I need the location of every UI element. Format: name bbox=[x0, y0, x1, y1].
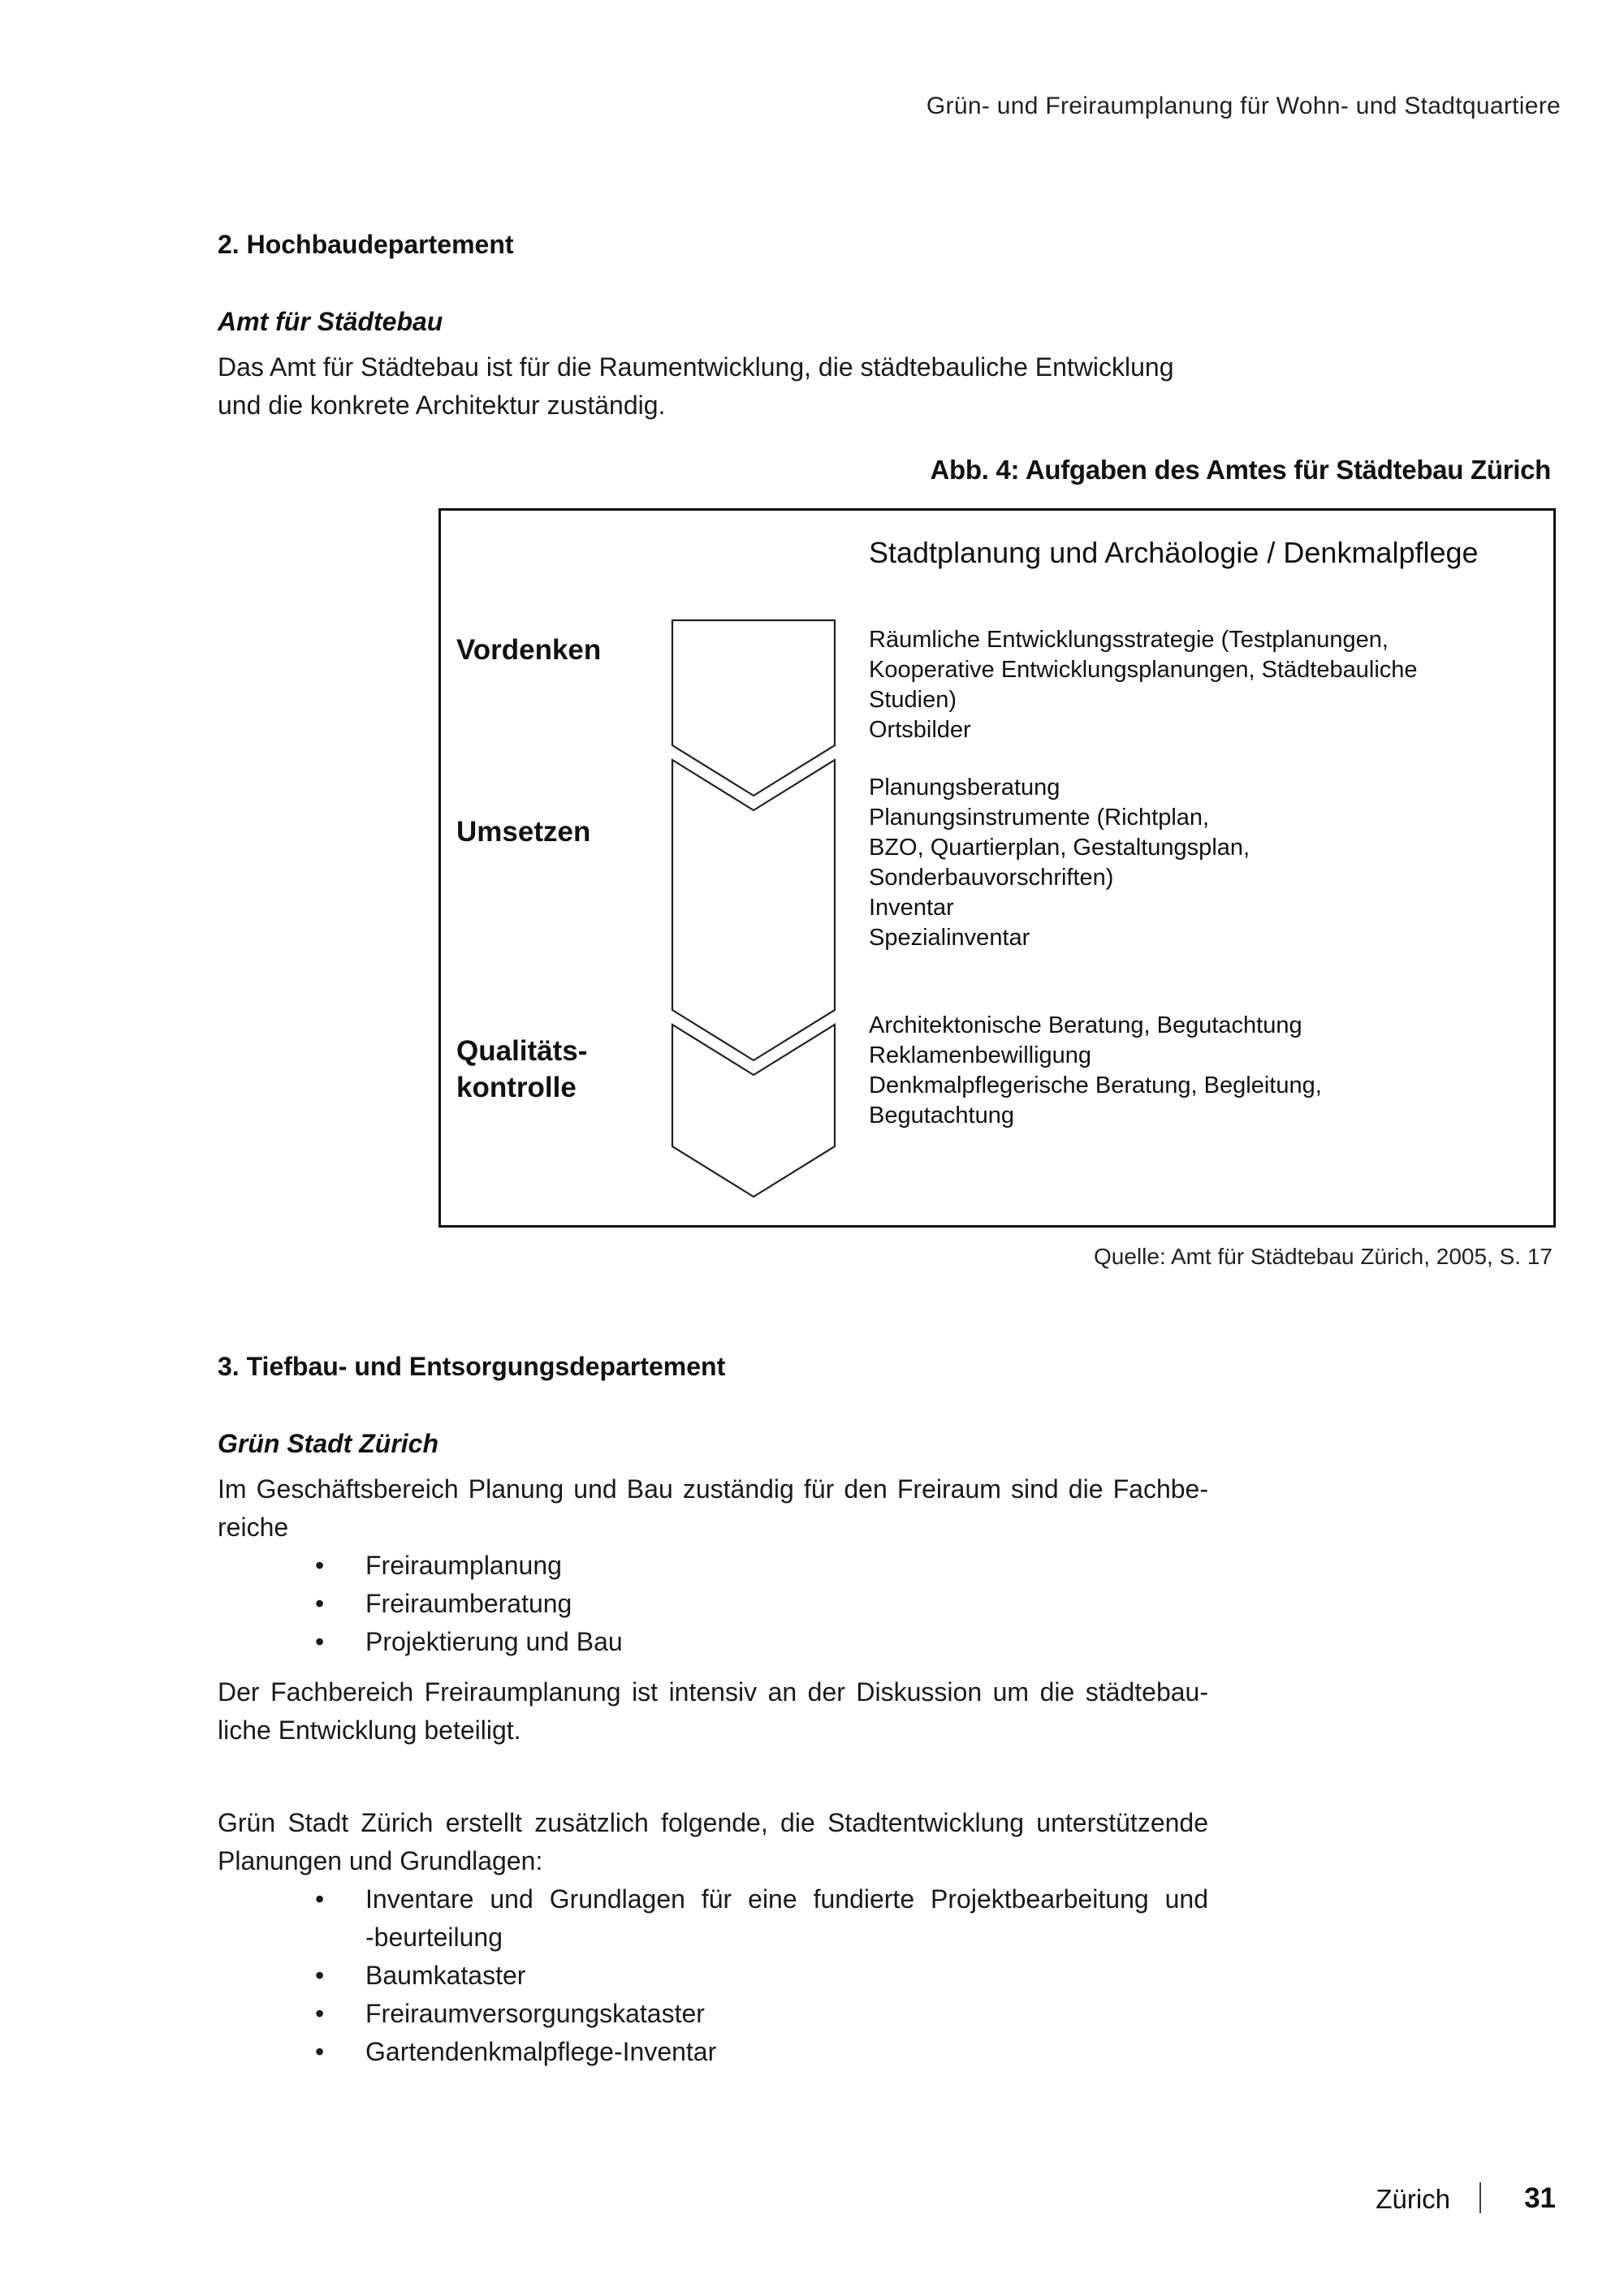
running-header: Grün- und Freiraumplanung für Wohn- und Stadtquartiere bbox=[926, 93, 1561, 119]
figure-heading: Stadtplanung und Archäologie / Denkmalpflege bbox=[869, 536, 1479, 569]
paragraph-line: und die konkrete Architektur zuständig. bbox=[218, 391, 666, 420]
paragraph-line: Grün Stadt Zürich erstellt zusätzlich folgende, die Stadtentwicklung unterstützende bbox=[218, 1808, 1208, 1837]
paragraph-freiraumplanung bbox=[218, 1673, 1208, 1750]
paragraph-line: Der Fachbereich Freiraumplanung ist intensiv an der Diskussion um die städtebau- bbox=[218, 1677, 1208, 1707]
footer-city: Zürich bbox=[1376, 2184, 1450, 2214]
stage-label-vordenken bbox=[456, 632, 601, 668]
paragraph-planungen-grundlagen bbox=[218, 1804, 1208, 1880]
list-item-line: • Inventare und Grundlagen für eine fundierte Projektbearbeitung und bbox=[365, 1884, 1208, 1914]
stage-item: Räumliche Entwicklungsstrategie (Testplanungen, bbox=[869, 627, 1389, 653]
stage-item: BZO, Quartierplan, Gestaltungsplan, bbox=[869, 835, 1250, 861]
stage-item: Spezialinventar bbox=[869, 925, 1030, 951]
stage-label-qualitaetskontrolle bbox=[456, 1033, 587, 1106]
paragraph-amt-staedtebau bbox=[218, 348, 1208, 425]
stage-items-umsetzen bbox=[869, 773, 1250, 953]
paragraph-fachbereiche bbox=[218, 1470, 1208, 1547]
paragraph-line: Planungen und Grundlagen: bbox=[218, 1846, 543, 1875]
list-item: • Freiraumberatung bbox=[315, 1585, 1208, 1623]
list-item: • Freiraumversorgungskataster bbox=[315, 1995, 1208, 2033]
section-heading-tiefbau: 3. Tiefbau- und Entsorgungsdepartement bbox=[218, 1352, 726, 1381]
stage-item: Inventar bbox=[869, 895, 954, 921]
list-item bbox=[315, 1880, 1208, 1957]
stage-items-vordenken bbox=[869, 625, 1418, 745]
arrow-vordenken bbox=[672, 620, 835, 796]
figure-caption: Abb. 4: Aufgaben des Amtes für Städtebau Zürich bbox=[930, 455, 1551, 485]
stage-item: Architektonische Beratung, Begutachtung bbox=[869, 1012, 1302, 1038]
list-item: • Gartendenkmalpflege-Inventar bbox=[315, 2033, 1208, 2071]
subheading-amt-fuer-staedtebau: Amt für Städtebau bbox=[218, 307, 443, 336]
stage-item: Planungsberatung bbox=[869, 775, 1060, 801]
stage-items-qualitaetskontrolle bbox=[869, 1011, 1322, 1131]
stage-item: Ortsbilder bbox=[869, 717, 971, 743]
paragraph-line: reiche bbox=[218, 1513, 289, 1542]
list-item: • Freiraumplanung bbox=[315, 1547, 1208, 1585]
stage-label-umsetzen bbox=[456, 814, 590, 850]
arrow-umsetzen bbox=[672, 760, 835, 1060]
process-arrows-diagram bbox=[666, 615, 861, 1200]
paragraph-line: Im Geschäftsbereich Planung und Bau zuständig für den Freiraum sind die Fachbe- bbox=[218, 1474, 1208, 1504]
paragraph-line: Das Amt für Städtebau ist für die Raumentwicklung, die städtebauliche Entwicklung bbox=[218, 352, 1174, 382]
stage-item: Begutachtung bbox=[869, 1103, 1014, 1129]
stage-label-line: Vordenken bbox=[456, 634, 602, 666]
footer-divider bbox=[1479, 2182, 1481, 2213]
stage-item: Denkmalpflegerische Beratung, Begleitung, bbox=[869, 1072, 1322, 1098]
paragraph-line: liche Entwicklung beteiligt. bbox=[218, 1716, 521, 1745]
figure-source: Quelle: Amt für Städtebau Zürich, 2005, S. 17 bbox=[1094, 1244, 1553, 1269]
stage-item: Planungsinstrumente (Richtplan, bbox=[869, 805, 1210, 831]
stage-item: Studien) bbox=[869, 687, 957, 713]
stage-item: Reklamenbewilligung bbox=[869, 1042, 1092, 1068]
stage-label-line: Umsetzen bbox=[456, 816, 591, 848]
bullet-list-grundlagen bbox=[315, 1880, 1208, 2071]
stage-item: Sonderbauvorschriften) bbox=[869, 865, 1114, 891]
page-number: 31 bbox=[1524, 2182, 1556, 2214]
list-item-line: -beurteilung bbox=[365, 1923, 503, 1952]
stage-label-line: kontrolle bbox=[456, 1072, 577, 1103]
bullet-list-fachbereiche bbox=[315, 1547, 1208, 1661]
section-heading-hochbau: 2. Hochbaudepartement bbox=[218, 230, 514, 259]
stage-label-line: Qualitäts- bbox=[456, 1035, 588, 1067]
subheading-gruen-stadt-zuerich: Grün Stadt Zürich bbox=[218, 1429, 438, 1458]
list-item: • Projektierung und Bau bbox=[315, 1623, 1208, 1661]
list-item: • Baumkataster bbox=[315, 1957, 1208, 1995]
stage-item: Kooperative Entwicklungsplanungen, Städtebauliche bbox=[869, 657, 1418, 683]
